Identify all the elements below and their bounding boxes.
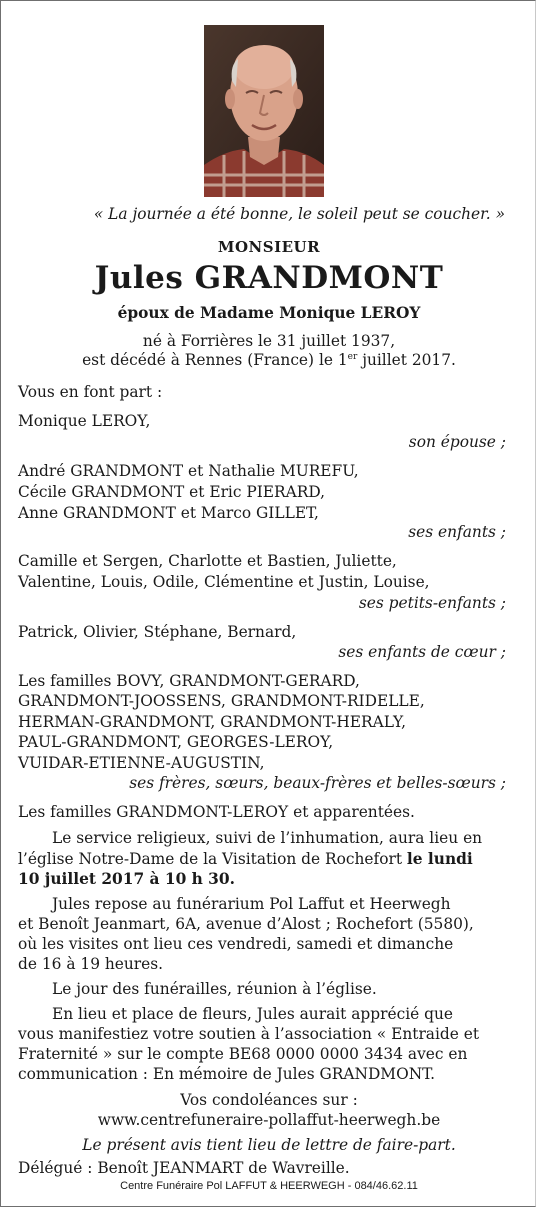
grandchildren-role: ses petits-enfants ; — [358, 594, 506, 612]
condolences-label: Vos condoléances sur : — [180, 1091, 358, 1109]
deceased-name: Jules GRANDMONT — [94, 260, 444, 296]
family-line: GRANDMONT-JOOSSENS, GRANDMONT-RIDELLE, — [18, 692, 425, 710]
grandchild-line: Camille et Sergen, Charlotte et Bastien, Juliette, — [18, 552, 397, 570]
family-line: HERMAN-GRANDMONT, GRANDMONT-HERALY, — [18, 713, 407, 731]
family-line: PAUL-GRANDMONT, GEORGES-LEROY, — [18, 733, 334, 751]
heart-children-role: ses enfants de cœur ; — [338, 643, 506, 661]
grandchild-line: Valentine, Louis, Odile, Clémentine et Justin, Louise, — [18, 573, 430, 591]
children-role: ses enfants ; — [408, 523, 506, 541]
notice-line: Le présent avis tient lieu de lettre de faire-part. — [82, 1136, 456, 1154]
rest-line: où les visites ont lieu ces vendredi, samedi et dimanche — [18, 935, 454, 953]
portrait-photo — [204, 25, 324, 197]
meeting-line: Le jour des funérailles, réunion à l’église. — [52, 980, 377, 998]
child-line: Anne GRANDMONT et Marco GILLET, — [18, 504, 319, 522]
child-line: André GRANDMONT et Nathalie MUREFU, — [18, 462, 359, 480]
spouse-line: époux de Madame Monique LEROY — [117, 304, 421, 322]
condolences-website: www.centrefuneraire-pollaffut-heerwegh.be — [97, 1111, 441, 1129]
flowers-line: En lieu et place de fleurs, Jules aurait apprécié que — [52, 1005, 454, 1023]
families-related: Les familles GRANDMONT-LEROY et apparentées. — [18, 803, 415, 821]
child-line: Cécile GRANDMONT et Eric PIERARD, — [18, 483, 326, 501]
intro-line: Vous en font part : — [18, 383, 163, 401]
family-line: VUIDAR-ETIENNE-AUGUSTIN, — [18, 754, 265, 772]
service-line-2 — [18, 849, 473, 869]
service-line-1: Le service religieux, suivi de l’inhumation, aura lieu en — [52, 829, 483, 847]
heart-children-line: Patrick, Olivier, Stéphane, Bernard, — [18, 623, 297, 641]
flowers-line: vous manifestiez votre soutien à l’association « Entraide et — [18, 1025, 480, 1043]
service-day: le lundi — [406, 850, 473, 868]
delegate-line: Délégué : Benoît JEANMART de Wavreille. — [18, 1159, 350, 1177]
memorial-quote: « La journée a été bonne, le soleil peut se coucher. » — [93, 205, 505, 223]
death-line-suffix: juillet 2017. — [357, 351, 456, 369]
rest-line: Jules repose au funérarium Pol Laffut et Heerwegh — [52, 895, 451, 913]
rest-line: et Benoît Jeanmart, 6A, avenue d’Alost ; Rochefort (5580), — [18, 915, 474, 933]
death-line-sup: er — [347, 352, 358, 362]
service-location: l’église Notre-Dame de la Visitation de Rochefort — [18, 850, 407, 868]
family-line: Les familles BOVY, GRANDMONT-GERARD, — [18, 672, 360, 690]
spouse-name: Monique LEROY, — [18, 412, 151, 430]
service-date: 10 juillet 2017 à 10 h 30. — [18, 870, 235, 888]
death-line-text: est décédé à Rennes (France) le 1 — [82, 351, 348, 369]
rest-line: de 16 à 19 heures. — [18, 955, 164, 973]
honorific-title: MONSIEUR — [217, 238, 321, 256]
death-line — [1, 350, 536, 370]
flowers-line: Fraternité » sur le compte BE68 0000 0000 3434 avec en — [18, 1045, 468, 1063]
families-role: ses frères, sœurs, beaux-frères et belles-sœurs ; — [129, 774, 506, 792]
birth-line: né à Forrières le 31 juillet 1937, — [142, 332, 396, 350]
spouse-role: son épouse ; — [408, 433, 506, 451]
funeral-home-footer: Centre Funéraire Pol LAFFUT & HEERWEGH - 084/46.62.11 — [120, 1180, 418, 1192]
flowers-line: communication : En mémoire de Jules GRANDMONT. — [18, 1065, 436, 1083]
